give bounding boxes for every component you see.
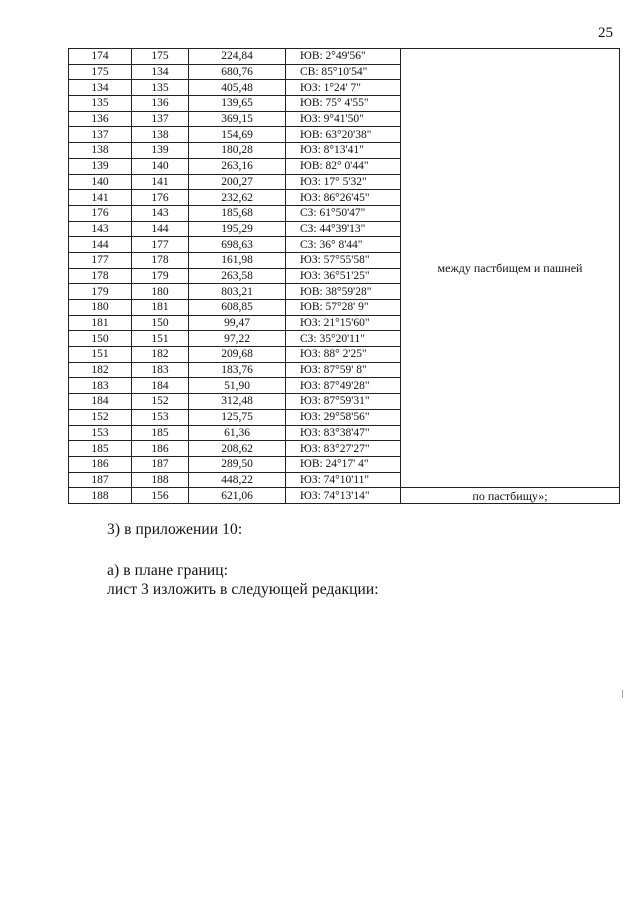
point-to-cell: 187 (132, 456, 189, 472)
direction-cell: СЗ: 61°50'47" (286, 205, 401, 221)
distance-cell: 608,85 (189, 300, 286, 316)
point-to-cell: 150 (132, 315, 189, 331)
distance-cell: 209,68 (189, 347, 286, 363)
direction-cell: ЮВ: 82° 0'44" (286, 158, 401, 174)
point-to-cell: 186 (132, 441, 189, 457)
distance-cell: 139,65 (189, 96, 286, 112)
point-from-cell: 140 (69, 174, 132, 190)
distance-cell: 289,50 (189, 456, 286, 472)
distance-cell: 680,76 (189, 64, 286, 80)
distance-cell: 232,62 (189, 190, 286, 206)
point-to-cell: 151 (132, 331, 189, 347)
direction-cell: ЮЗ: 87°59' 8" (286, 362, 401, 378)
point-to-cell: 144 (132, 221, 189, 237)
distance-cell: 698,63 (189, 237, 286, 253)
point-from-cell: 178 (69, 268, 132, 284)
point-from-cell: 143 (69, 221, 132, 237)
distance-cell: 99,47 (189, 315, 286, 331)
point-to-cell: 136 (132, 96, 189, 112)
direction-cell: СЗ: 36° 8'44" (286, 237, 401, 253)
point-from-cell: 144 (69, 237, 132, 253)
page-number: 25 (598, 25, 613, 41)
point-to-cell: 181 (132, 300, 189, 316)
direction-cell: ЮЗ: 88° 2'25" (286, 347, 401, 363)
point-to-cell: 182 (132, 347, 189, 363)
point-from-cell: 136 (69, 111, 132, 127)
point-from-cell: 183 (69, 378, 132, 394)
point-to-cell: 156 (132, 488, 189, 504)
point-to-cell: 140 (132, 158, 189, 174)
point-from-cell: 151 (69, 347, 132, 363)
point-from-cell: 138 (69, 143, 132, 159)
point-from-cell: 137 (69, 127, 132, 143)
direction-cell: ЮВ: 63°20'38" (286, 127, 401, 143)
distance-cell: 183,76 (189, 362, 286, 378)
direction-cell: ЮЗ: 74°13'14" (286, 488, 401, 504)
point-to-cell: 138 (132, 127, 189, 143)
point-from-cell: 139 (69, 158, 132, 174)
point-to-cell: 178 (132, 252, 189, 268)
direction-cell: ЮЗ: 83°38'47" (286, 425, 401, 441)
distance-cell: 369,15 (189, 111, 286, 127)
point-to-cell: 134 (132, 64, 189, 80)
point-from-cell: 187 (69, 472, 132, 488)
point-to-cell: 153 (132, 409, 189, 425)
point-to-cell: 137 (132, 111, 189, 127)
distance-cell: 263,16 (189, 158, 286, 174)
direction-cell: ЮВ: 57°28' 9" (286, 300, 401, 316)
direction-cell: ЮЗ: 57°55'58" (286, 252, 401, 268)
boundary-description-last-cell: по пастбищу»; (401, 488, 620, 504)
distance-cell: 803,21 (189, 284, 286, 300)
direction-cell: ЮЗ: 17° 5'32" (286, 174, 401, 190)
direction-cell: СЗ: 44°39'13" (286, 221, 401, 237)
distance-cell: 312,48 (189, 394, 286, 410)
distance-cell: 621,06 (189, 488, 286, 504)
boundary-description-cell: между пастбищем и пашней (401, 49, 620, 488)
point-from-cell: 181 (69, 315, 132, 331)
point-from-cell: 141 (69, 190, 132, 206)
point-from-cell: 135 (69, 96, 132, 112)
direction-cell: СЗ: 35°20'11" (286, 331, 401, 347)
point-to-cell: 180 (132, 284, 189, 300)
sheet-3-edit-line: лист 3 изложить в следующей редакции: (107, 581, 379, 598)
point-to-cell: 135 (132, 80, 189, 96)
point-to-cell: 141 (132, 174, 189, 190)
point-to-cell: 152 (132, 394, 189, 410)
appendix-10-heading: 3) в приложении 10: (107, 521, 243, 538)
distance-cell: 448,22 (189, 472, 286, 488)
direction-cell: ЮЗ: 36°51'25" (286, 268, 401, 284)
direction-cell: ЮЗ: 87°59'31" (286, 394, 401, 410)
distance-cell: 125,75 (189, 409, 286, 425)
point-to-cell: 175 (132, 49, 189, 65)
boundary-table (68, 48, 620, 504)
direction-cell: ЮЗ: 86°26'45" (286, 190, 401, 206)
point-to-cell: 179 (132, 268, 189, 284)
direction-cell: ЮВ: 75° 4'55" (286, 96, 401, 112)
boundary-plan-line: а) в плане границ: (107, 562, 229, 579)
direction-cell: ЮЗ: 83°27'27" (286, 441, 401, 457)
distance-cell: 263,58 (189, 268, 286, 284)
point-to-cell: 184 (132, 378, 189, 394)
point-to-cell: 188 (132, 472, 189, 488)
distance-cell: 405,48 (189, 80, 286, 96)
direction-cell: ЮЗ: 87°49'28" (286, 378, 401, 394)
distance-cell: 97,22 (189, 331, 286, 347)
point-to-cell: 185 (132, 425, 189, 441)
point-to-cell: 139 (132, 143, 189, 159)
distance-cell: 224,84 (189, 49, 286, 65)
direction-cell: ЮВ: 2°49'56" (286, 49, 401, 65)
point-from-cell: 174 (69, 49, 132, 65)
point-from-cell: 150 (69, 331, 132, 347)
point-from-cell: 177 (69, 252, 132, 268)
point-from-cell: 176 (69, 205, 132, 221)
distance-cell: 161,98 (189, 252, 286, 268)
direction-cell: ЮЗ: 29°58'56" (286, 409, 401, 425)
distance-cell: 208,62 (189, 441, 286, 457)
table-row (69, 49, 620, 65)
margin-mark (622, 690, 623, 698)
distance-cell: 154,69 (189, 127, 286, 143)
point-to-cell: 176 (132, 190, 189, 206)
point-from-cell: 175 (69, 64, 132, 80)
direction-cell: СВ: 85°10'54" (286, 64, 401, 80)
distance-cell: 185,68 (189, 205, 286, 221)
point-from-cell: 134 (69, 80, 132, 96)
point-from-cell: 182 (69, 362, 132, 378)
direction-cell: ЮЗ: 74°10'11" (286, 472, 401, 488)
table-row (69, 488, 620, 504)
point-from-cell: 152 (69, 409, 132, 425)
point-from-cell: 184 (69, 394, 132, 410)
direction-cell: ЮЗ: 1°24' 7" (286, 80, 401, 96)
distance-cell: 51,90 (189, 378, 286, 394)
point-from-cell: 185 (69, 441, 132, 457)
distance-cell: 195,29 (189, 221, 286, 237)
point-from-cell: 188 (69, 488, 132, 504)
distance-cell: 200,27 (189, 174, 286, 190)
point-to-cell: 183 (132, 362, 189, 378)
distance-cell: 180,28 (189, 143, 286, 159)
point-from-cell: 180 (69, 300, 132, 316)
direction-cell: ЮВ: 24°17' 4" (286, 456, 401, 472)
direction-cell: ЮЗ: 8°13'41" (286, 143, 401, 159)
point-from-cell: 186 (69, 456, 132, 472)
direction-cell: ЮЗ: 21°15'60" (286, 315, 401, 331)
direction-cell: ЮВ: 38°59'28" (286, 284, 401, 300)
direction-cell: ЮЗ: 9°41'50" (286, 111, 401, 127)
point-from-cell: 153 (69, 425, 132, 441)
point-to-cell: 177 (132, 237, 189, 253)
point-to-cell: 143 (132, 205, 189, 221)
boundary-table-body (69, 49, 620, 504)
point-from-cell: 179 (69, 284, 132, 300)
boundary-table-container (68, 48, 619, 504)
distance-cell: 61,36 (189, 425, 286, 441)
